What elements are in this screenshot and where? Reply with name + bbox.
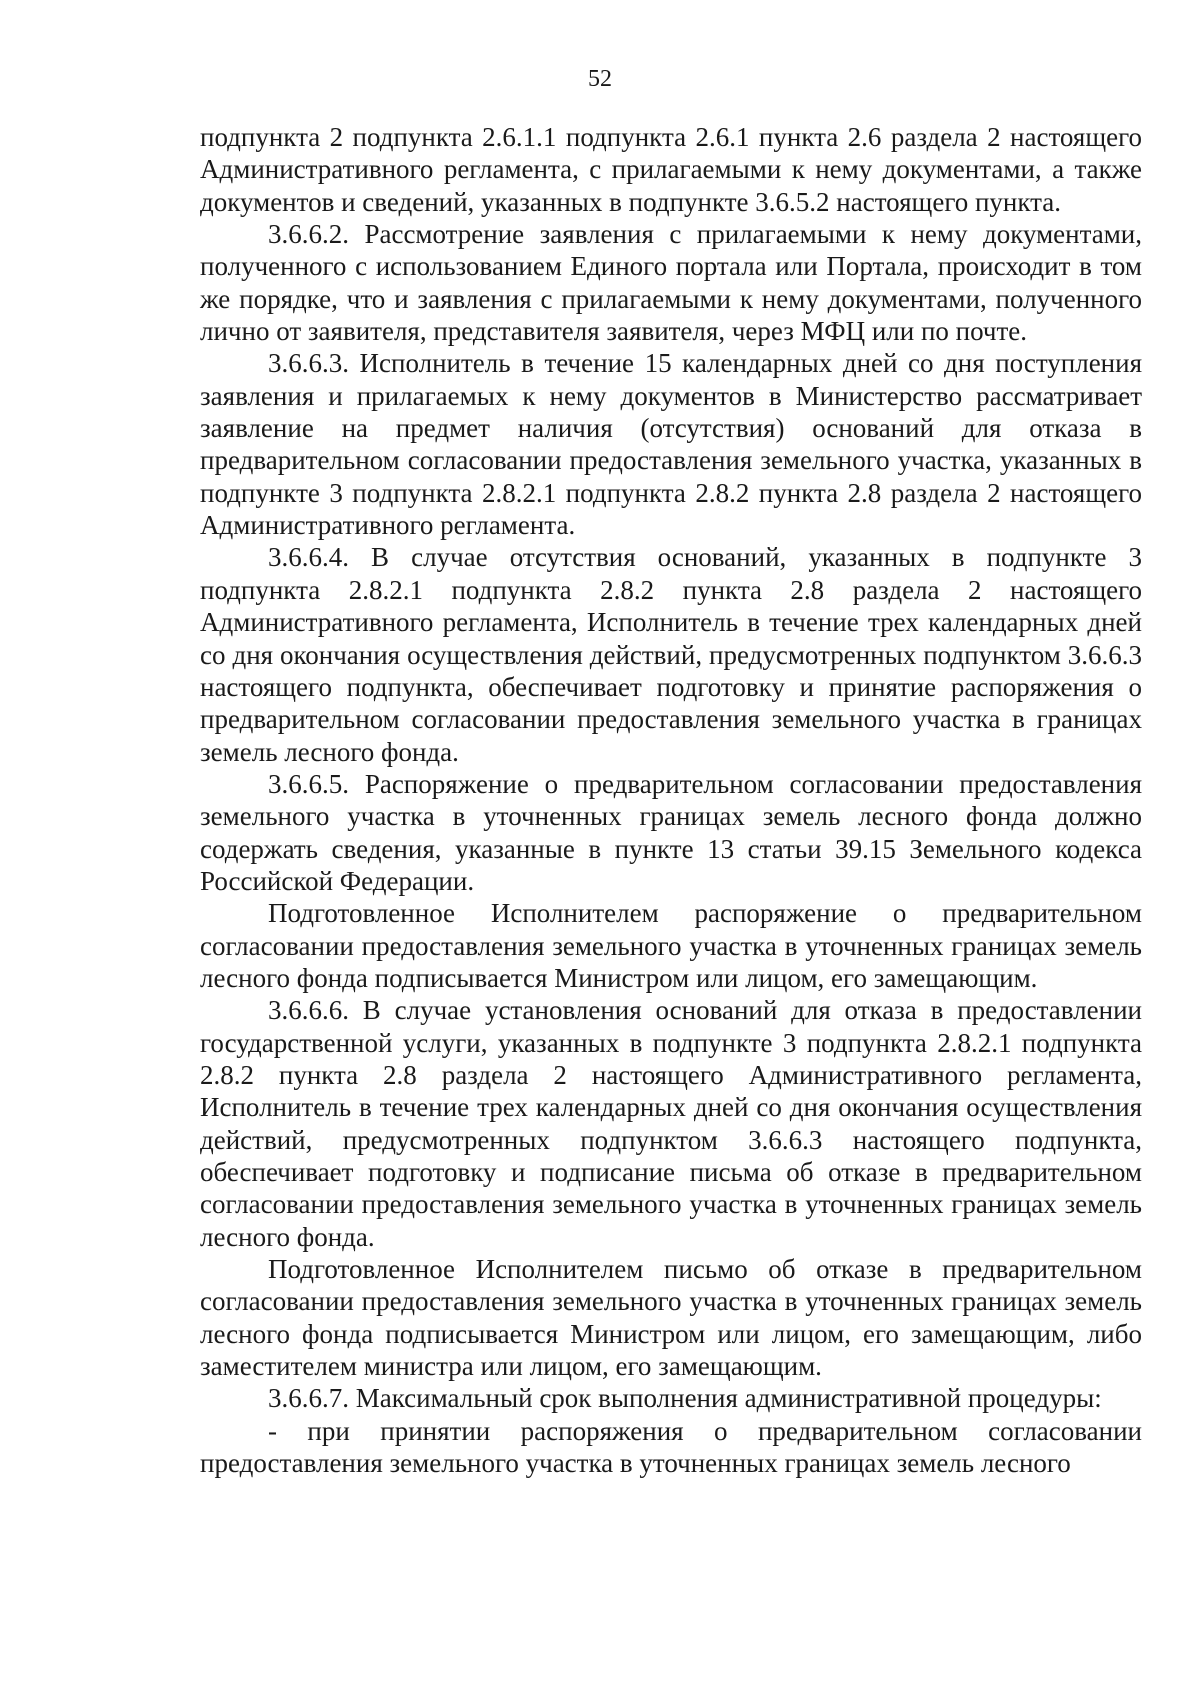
paragraph-continuation: подпункта 2 подпункта 2.6.1.1 подпункта 2.6.1 пункта 2.6 раздела 2 настоящего Административного регламента, с прилагаемыми к нему документами, а также документов и сведений, указанных в подпункте 3.6.5.2 настоящего пункта. <box>200 122 1142 217</box>
paragraph-3-6-6-7: 3.6.6.7. Максимальный срок выполнения административной процедуры: <box>268 1383 1102 1414</box>
paragraph-3-6-6-2: 3.6.6.2. Рассмотрение заявления с прилагаемыми к нему документами, полученного с использованием Единого портала или Портала, происходит в том же порядке, что и заявления с прилагаемыми к нему документами, полученного лично от заявителя, представителя заявителя, через МФЦ или по почте. <box>200 219 1142 347</box>
paragraph-3-6-6-6: 3.6.6.6. В случае установления оснований для отказа в предоставлении государственной услуги, указанных в подпункте 3 подпункта 2.8.2.1 подпункта 2.8.2 пункта 2.8 раздела 2 настоящего Административного регламента, Исполнитель в течение трех календарных дней со дня окончания осуществления действий, предусмотренных подпунктом 3.6.6.3 настоящего подпункта, обеспечивает подготовку и подписание письма об отказе в предварительном согласовании предоставления земельного участка в уточненных границах земель лесного фонда. <box>200 995 1142 1252</box>
document-body <box>200 121 1142 1479</box>
paragraph-list-item: - при принятии распоряжения о предварительном согласовании предоставления земельного участка в уточненных границах земель лесного <box>200 1415 1142 1479</box>
page-number: 52 <box>588 66 612 92</box>
paragraph-3-6-6-4: 3.6.6.4. В случае отсутствия оснований, указанных в подпункте 3 подпункта 2.8.2.1 подпункта 2.8.2 пункта 2.8 раздела 2 настоящего Административного регламента, Исполнитель в течение трех календарных дней со дня окончания осуществления действий, предусмотренных подпунктом 3.6.6.3 настоящего подпункта, обеспечивает подготовку и принятие распоряжения о предварительном согласовании предоставления земельного участка в границах земель лесного фонда. <box>200 542 1142 767</box>
paragraph-3-6-6-5: 3.6.6.5. Распоряжение о предварительном согласовании предоставления земельного участка в уточненных границах земель лесного фонда должно содержать сведения, указанные в пункте 13 статьи 39.15 Земельного кодекса Российской Федерации. <box>200 768 1142 896</box>
paragraph-refusal-signing: Подготовленное Исполнителем письмо об отказе в предварительном согласовании предоставления земельного участка в уточненных границах земель лесного фонда подписывается Министром или лицом, его замещающим, либо заместителем министра или лицом, его замещающим. <box>200 1254 1142 1382</box>
paragraph-3-6-6-3: 3.6.6.3. Исполнитель в течение 15 календарных дней со дня поступления заявления и прилагаемых к нему документов в Министерство рассматривает заявление на предмет наличия (отсутствия) оснований для отказа в предварительном согласовании предоставления земельного участка, указанных в подпункте 3 подпункта 2.8.2.1 подпункта 2.8.2 пункта 2.8 раздела 2 настоящего Административного регламента. <box>200 348 1142 541</box>
paragraph-order-signing: Подготовленное Исполнителем распоряжение о предварительном согласовании предоставления земельного участка в уточненных границах земель лесного фонда подписывается Министром или лицом, его замещающим. <box>200 898 1142 993</box>
